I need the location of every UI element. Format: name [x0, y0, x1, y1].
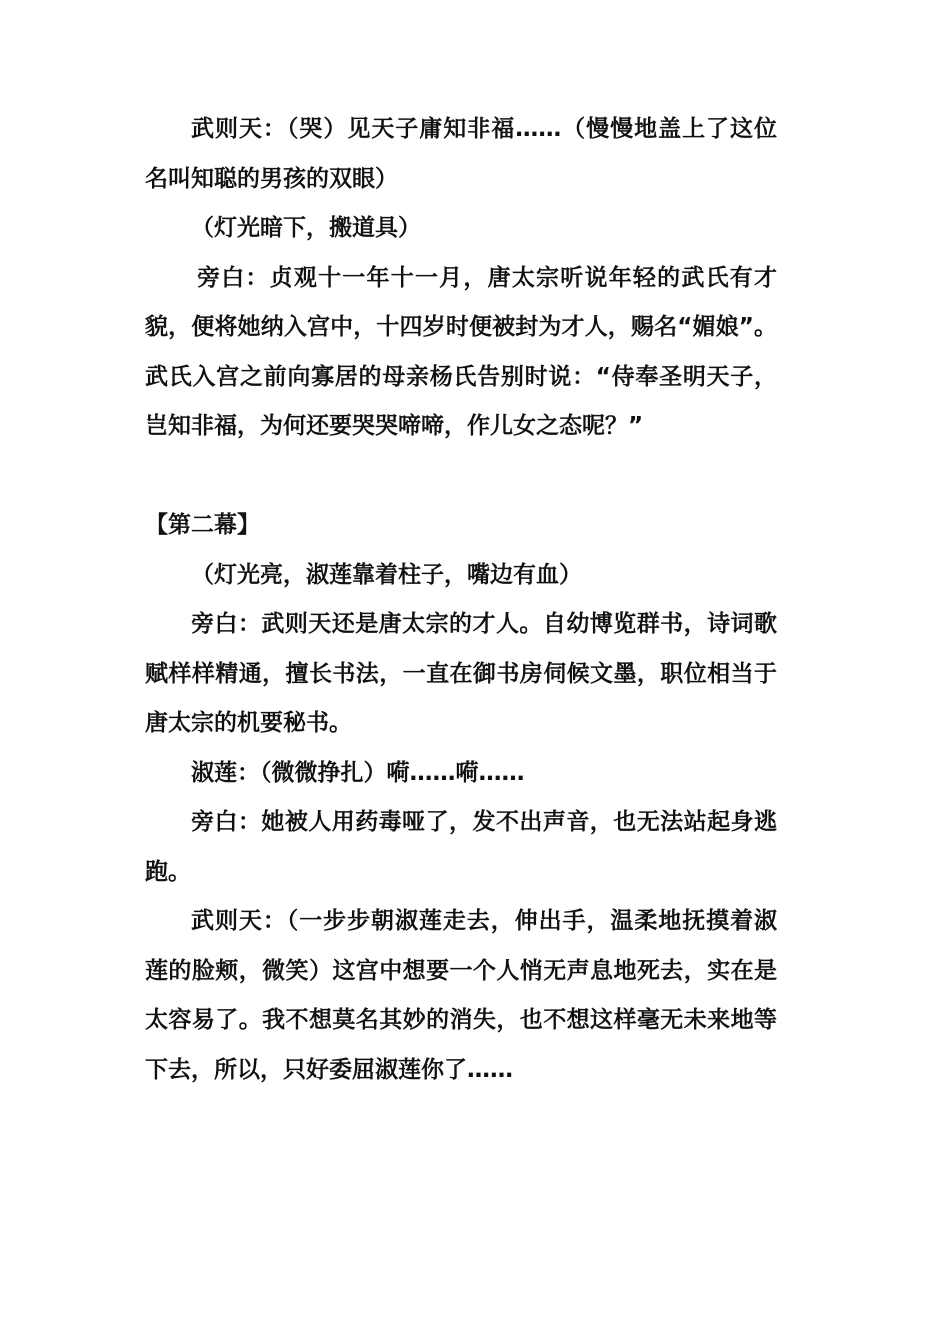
blank-line [145, 452, 777, 502]
stage-direction-2: （灯光亮，淑莲靠着柱子，嘴边有血） [191, 561, 582, 588]
act-heading: 【第二幕】 [145, 512, 260, 538]
narration-3: 旁白：她被人用药毒哑了，发不出声音，也无法站起身逃跑。 [145, 809, 777, 885]
script-body [145, 105, 777, 1095]
narration-1: 旁白：贞观十一年十一月，唐太宗听说年轻的武氏有才貌，便将她纳入宫中，十四岁时便被封为才人，赐名“媚娘”。武氏入宫之前向寡居的母亲杨氏告别时说：“侍奉圣明天子，岂知非福，为何还要哭哭啼啼，作儿女之态呢？” [145, 264, 777, 439]
dialogue-wuzetian-2: 武则天：（一步步朝淑莲走去，伸出手，温柔地抚摸着淑莲的脸颊，微笑）这宫中想要一个人悄无声息地死去，实在是太容易了。我不想莫名其妙的消失，也不想这样毫无未来地等下去，所以，只好委屈淑莲你了…… [145, 908, 777, 1083]
dialogue-wuzetian-1: 武则天：（哭）见天子庸知非福……（慢慢地盖上了这位名叫知聪的男孩的双眼） [145, 116, 777, 192]
narration-2: 旁白：武则天还是唐太宗的才人。自幼博览群书，诗词歌赋样样精通，擅长书法，一直在御书房伺候文墨，职位相当于唐太宗的机要秘书。 [145, 611, 777, 736]
dialogue-shulian: 淑莲：（微微挣扎）嗬……嗬…… [191, 759, 525, 786]
stage-direction-1: （灯光暗下，搬道具） [191, 215, 421, 241]
